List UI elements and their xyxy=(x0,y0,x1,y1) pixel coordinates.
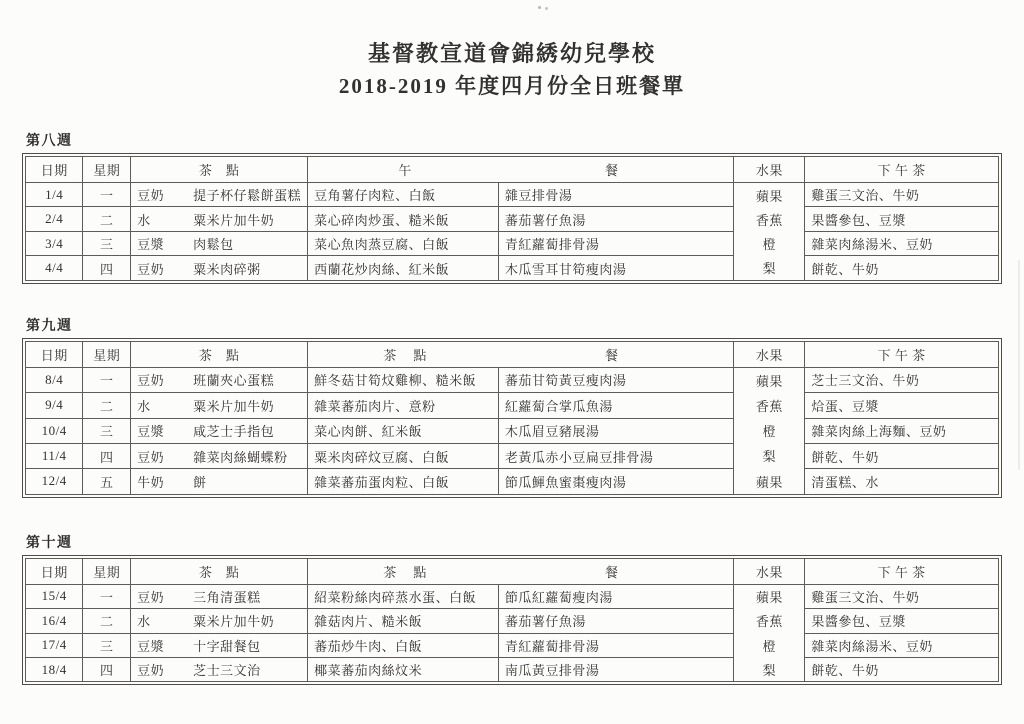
col-header-lunch-left: 茶 點 xyxy=(383,564,429,580)
col-header-date: 日期 xyxy=(26,558,83,584)
lunch-dish-cell: 豆角薯仔肉粒、白飯 xyxy=(308,183,499,207)
table-row xyxy=(26,256,999,280)
header-row xyxy=(26,341,999,367)
snack-item: 粟米片加牛奶 xyxy=(193,614,275,630)
weekday-cell: 三 xyxy=(83,418,131,443)
week-10-block xyxy=(22,532,1002,686)
col-header-lunch-right: 餐 xyxy=(604,163,620,178)
scan-artifact xyxy=(1018,260,1020,470)
col-header-lunch xyxy=(308,157,734,183)
menu-table-week-8 xyxy=(25,156,999,281)
col-header-afternoon-tea: 下 午 茶 xyxy=(805,157,999,183)
lunch-dish-cell: 蕃茄炒牛肉、白飯 xyxy=(308,633,499,657)
lunch-dish-cell: 粟米肉碎炆豆腐、白飯 xyxy=(308,443,499,468)
col-header-snack: 茶 點 xyxy=(131,157,308,183)
afternoon-tea-cell: 雞蛋三文治、牛奶 xyxy=(805,183,999,207)
snack-drink: 豆奶 xyxy=(137,261,165,277)
snack-drink: 豆漿 xyxy=(137,638,165,654)
col-header-lunch-right: 餐 xyxy=(604,347,620,363)
table-row xyxy=(26,393,999,418)
lunch-dish-cell: 菜心肉餅、紅米飯 xyxy=(308,418,499,443)
weekday-cell: 三 xyxy=(83,231,131,255)
week-8-table-frame xyxy=(22,153,1002,284)
snack-item: 提子杯仔鬆餅蛋糕 xyxy=(193,188,302,204)
table-row xyxy=(26,443,999,468)
afternoon-tea-cell: 芝士三文治、牛奶 xyxy=(805,367,999,392)
snack-drink: 水 xyxy=(137,614,151,630)
scan-artifact xyxy=(538,6,541,9)
col-header-weekday: 星期 xyxy=(83,558,131,584)
snack-item: 雜菜肉絲蝴蝶粉 xyxy=(193,449,288,465)
table-row xyxy=(26,633,999,657)
lunch-soup-cell: 蕃茄薯仔魚湯 xyxy=(498,207,733,231)
afternoon-tea-cell: 雞蛋三文治、牛奶 xyxy=(805,584,999,608)
snack-item: 肉鬆包 xyxy=(193,237,234,253)
snack-item: 粟米片加牛奶 xyxy=(193,398,275,414)
page-subtitle: 2018-2019 年度四月份全日班餐單 xyxy=(338,74,686,98)
col-header-fruit: 水果 xyxy=(734,157,805,183)
week-8-block xyxy=(22,130,1002,284)
snack-item: 三角清蛋糕 xyxy=(193,589,261,605)
fruit-item: 香蕉 xyxy=(755,614,783,630)
snack-cell xyxy=(131,609,308,633)
snack-drink: 牛奶 xyxy=(137,474,165,490)
lunch-soup-cell: 木瓜眉豆豬展湯 xyxy=(498,418,733,443)
col-header-date: 日期 xyxy=(26,157,83,183)
fruit-item: 蘋果 xyxy=(755,590,783,606)
afternoon-tea-cell: 果醬參包、豆漿 xyxy=(805,609,999,633)
afternoon-tea-cell: 雜菜肉絲上海麵、豆奶 xyxy=(805,418,999,443)
lunch-dish-cell: 菜心魚肉蒸豆腐、白飯 xyxy=(308,231,499,255)
lunch-dish-cell: 雜菇肉片、糙米飯 xyxy=(308,609,499,633)
table-row xyxy=(26,207,999,231)
lunch-dish-cell: 紹菜粉絲肉碎蒸水蛋、白飯 xyxy=(308,584,499,608)
snack-item: 粟米肉碎粥 xyxy=(193,261,261,277)
snack-item: 班蘭夾心蛋糕 xyxy=(193,373,275,389)
fruit-item: 梨 xyxy=(762,261,777,277)
weekday-cell: 二 xyxy=(83,207,131,231)
date-cell: 16/4 xyxy=(26,609,83,633)
date-cell: 17/4 xyxy=(26,633,83,657)
menu-table-week-10 xyxy=(25,558,999,683)
lunch-dish-cell: 鮮冬菇甘筍炆雞柳、糙米飯 xyxy=(308,367,499,392)
afternoon-tea-cell: 清蛋糕、水 xyxy=(805,469,999,494)
table-row xyxy=(26,469,999,494)
col-header-snack: 茶 點 xyxy=(131,341,308,367)
afternoon-tea-cell: 餅乾、牛奶 xyxy=(805,658,999,682)
lunch-soup-cell: 南瓜黃豆排骨湯 xyxy=(498,658,733,682)
table-row xyxy=(26,367,999,392)
snack-cell xyxy=(131,207,308,231)
weekday-cell: 五 xyxy=(83,469,131,494)
lunch-dish-cell: 雜菜蕃茄肉片、意粉 xyxy=(308,393,499,418)
afternoon-tea-cell: 果醬參包、豆漿 xyxy=(805,207,999,231)
fruit-item: 蘋果 xyxy=(755,373,783,389)
fruit-item: 梨 xyxy=(762,662,777,678)
snack-cell xyxy=(131,367,308,392)
weekday-cell: 一 xyxy=(83,584,131,608)
date-cell: 3/4 xyxy=(26,231,83,255)
col-header-snack: 茶 點 xyxy=(131,558,308,584)
weekday-cell: 二 xyxy=(83,609,131,633)
week-9-table-frame xyxy=(22,338,1002,498)
menu-table-week-9 xyxy=(25,341,999,495)
lunch-dish-cell: 西蘭花炒肉絲、紅米飯 xyxy=(308,256,499,280)
week-9-label: 第九週 xyxy=(26,318,73,334)
col-header-afternoon-tea: 下 午 茶 xyxy=(805,341,999,367)
snack-cell xyxy=(131,584,308,608)
date-cell: 12/4 xyxy=(26,469,83,494)
snack-item: 咸芝士手指包 xyxy=(193,424,275,440)
week-9-block xyxy=(22,315,1002,498)
snack-drink: 豆漿 xyxy=(137,237,165,253)
weekday-cell: 四 xyxy=(83,443,131,468)
afternoon-tea-cell: 烚蛋、豆漿 xyxy=(805,393,999,418)
date-cell: 10/4 xyxy=(26,418,83,443)
col-header-afternoon-tea: 下 午 茶 xyxy=(805,558,999,584)
fruit-cell xyxy=(734,367,805,494)
col-header-lunch-right: 餐 xyxy=(604,564,620,580)
document-header xyxy=(0,0,1024,102)
week-10-label: 第十週 xyxy=(26,535,73,551)
lunch-soup-cell: 節瓜鯶魚蜜棗瘦肉湯 xyxy=(498,469,733,494)
snack-item: 芝士三文治 xyxy=(193,663,261,679)
snack-cell xyxy=(131,469,308,494)
lunch-dish-cell: 椰菜蕃茄肉絲炆米 xyxy=(308,658,499,682)
weekday-cell: 二 xyxy=(83,393,131,418)
weekday-cell: 一 xyxy=(83,183,131,207)
week-10-table-frame xyxy=(22,555,1002,686)
col-header-lunch-left: 午 xyxy=(398,163,414,178)
lunch-soup-cell: 青紅蘿蔔排骨湯 xyxy=(498,633,733,657)
lunch-dish-cell: 雜菜蕃茄蛋肉粒、白飯 xyxy=(308,469,499,494)
lunch-dish-cell: 菜心碎肉炒蛋、糙米飯 xyxy=(308,207,499,231)
fruit-item: 香蕉 xyxy=(755,399,783,415)
snack-item: 粟米片加牛奶 xyxy=(193,212,275,228)
weekday-cell: 四 xyxy=(83,658,131,682)
snack-cell xyxy=(131,633,308,657)
fruit-item: 橙 xyxy=(762,638,777,654)
lunch-soup-cell: 老黃瓜赤小豆扁豆排骨湯 xyxy=(498,443,733,468)
table-row xyxy=(26,609,999,633)
date-cell: 8/4 xyxy=(26,367,83,392)
snack-item: 十字甜餐包 xyxy=(193,638,261,654)
lunch-soup-cell: 紅蘿蔔合掌瓜魚湯 xyxy=(498,393,733,418)
fruit-item: 香蕉 xyxy=(755,212,783,228)
date-cell: 1/4 xyxy=(26,183,83,207)
table-row xyxy=(26,584,999,608)
lunch-soup-cell: 蕃茄甘筍黃豆瘦肉湯 xyxy=(498,367,733,392)
snack-drink: 豆奶 xyxy=(137,589,165,605)
date-cell: 11/4 xyxy=(26,443,83,468)
fruit-item: 橙 xyxy=(762,236,777,252)
afternoon-tea-cell: 餅乾、牛奶 xyxy=(805,256,999,280)
snack-item: 餅 xyxy=(193,474,207,490)
col-header-lunch-left: 茶 點 xyxy=(383,347,429,363)
lunch-soup-cell: 蕃茄薯仔魚湯 xyxy=(498,609,733,633)
snack-cell xyxy=(131,231,308,255)
snack-cell xyxy=(131,443,308,468)
table-row xyxy=(26,231,999,255)
header-row xyxy=(26,157,999,183)
date-cell: 9/4 xyxy=(26,393,83,418)
table-row xyxy=(26,658,999,682)
weekday-cell: 一 xyxy=(83,367,131,392)
fruit-item: 橙 xyxy=(762,424,777,440)
table-row xyxy=(26,418,999,443)
col-header-weekday: 星期 xyxy=(83,341,131,367)
lunch-soup-cell: 青紅蘿蔔排骨湯 xyxy=(498,231,733,255)
fruit-cell xyxy=(734,183,805,281)
weekday-cell: 三 xyxy=(83,633,131,657)
fruit-cell xyxy=(734,584,805,682)
snack-cell xyxy=(131,658,308,682)
col-header-fruit: 水果 xyxy=(734,558,805,584)
weekday-cell: 四 xyxy=(83,256,131,280)
fruit-item: 梨 xyxy=(762,449,777,465)
snack-drink: 豆漿 xyxy=(137,424,165,440)
snack-drink: 水 xyxy=(137,398,151,414)
lunch-soup-cell: 木瓜雪耳甘筍瘦肉湯 xyxy=(498,256,733,280)
snack-cell xyxy=(131,393,308,418)
date-cell: 18/4 xyxy=(26,658,83,682)
page-title: 基督教宣道會錦綉幼兒學校 xyxy=(367,41,656,66)
table-row xyxy=(26,183,999,207)
afternoon-tea-cell: 雜菜肉絲湯米、豆奶 xyxy=(805,633,999,657)
lunch-soup-cell: 雜豆排骨湯 xyxy=(498,183,733,207)
col-header-weekday: 星期 xyxy=(83,157,131,183)
lunch-soup-cell: 節瓜紅蘿蔔瘦肉湯 xyxy=(498,584,733,608)
snack-drink: 豆奶 xyxy=(137,373,165,389)
snack-drink: 豆奶 xyxy=(137,663,165,679)
col-header-lunch xyxy=(308,341,734,367)
week-8-label: 第八週 xyxy=(26,134,73,149)
afternoon-tea-cell: 雜菜肉絲湯米、豆奶 xyxy=(805,231,999,255)
fruit-item: 蘋果 xyxy=(755,474,783,490)
date-cell: 4/4 xyxy=(26,256,83,280)
col-header-fruit: 水果 xyxy=(734,341,805,367)
date-cell: 15/4 xyxy=(26,584,83,608)
header-row xyxy=(26,558,999,584)
snack-cell xyxy=(131,256,308,280)
col-header-date: 日期 xyxy=(26,341,83,367)
snack-cell xyxy=(131,418,308,443)
date-cell: 2/4 xyxy=(26,207,83,231)
fruit-item: 蘋果 xyxy=(755,188,783,204)
snack-drink: 豆奶 xyxy=(137,188,165,204)
snack-drink: 豆奶 xyxy=(137,449,165,465)
snack-cell xyxy=(131,183,308,207)
col-header-lunch xyxy=(308,558,734,584)
afternoon-tea-cell: 餅乾、牛奶 xyxy=(805,443,999,468)
snack-drink: 水 xyxy=(137,212,151,228)
